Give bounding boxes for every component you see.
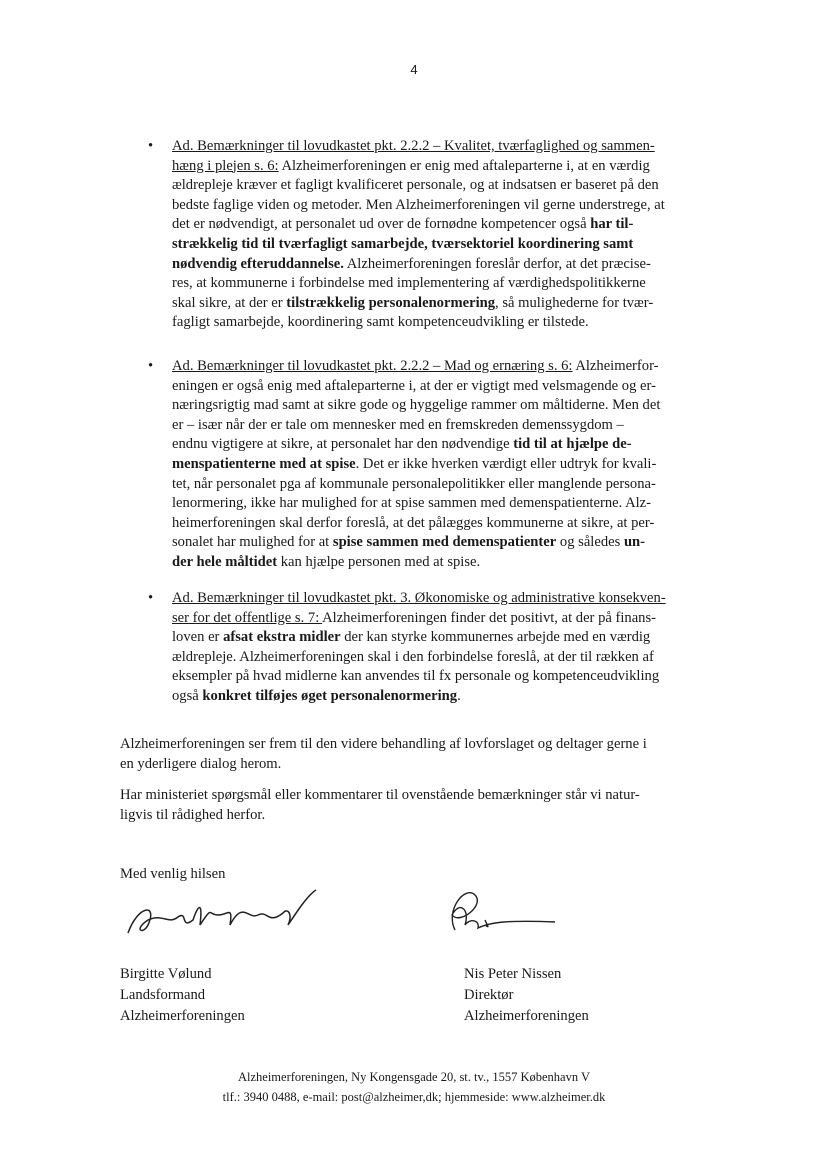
section-heading-text: Ad. Bemærkninger til lovudkastet pkt. 3. Økonomiske og administrative konsekven- — [172, 590, 666, 606]
bold-text: tid til at hjælpe de- — [513, 436, 632, 453]
signature-nis-peter-nissen — [440, 880, 560, 940]
text-line — [172, 609, 666, 629]
section-heading-text: ser for det offentlige s. 7: — [172, 609, 323, 626]
text-span: loven er — [172, 629, 224, 646]
text-span: skal sikre, at der er — [172, 294, 287, 311]
text-line — [172, 137, 665, 157]
text-span: Alzheimerforeningen finder det positivt, at der på finans- — [322, 609, 657, 626]
text-line — [172, 313, 665, 333]
text-span: Alzheimerforeningen er enig med aftaleparterne i, at en værdig — [278, 157, 650, 174]
text-line — [172, 514, 660, 534]
text-span: er – især når der er tale om mennesker med en fremskreden demenssygdom – — [172, 416, 624, 433]
text-span: Alzheimerforeningen foreslår derfor, at det præcise- — [343, 255, 651, 272]
section-heading-text: Ad. Bemærkninger til lovudkastet pkt. 2.2.2 – Kvalitet, tværfaglighed og sammen- — [172, 138, 655, 154]
text-line — [172, 176, 665, 196]
text-span: sonalet har mulighed for at — [172, 534, 333, 551]
bold-text: strækkelig tid til tværfagligt samarbejde, tværsektoriel koordinering samt — [172, 235, 634, 252]
text-span: heimerforeningen skal derfor foreslå, at det pålægges kommunerne at sikre, at per- — [172, 514, 655, 531]
text-span: . Det er ikke hverken værdigt eller udtryk for kvali- — [355, 455, 657, 472]
signatory-org: Alzheimerforeningen — [120, 1008, 245, 1024]
bullet-icon: • — [148, 358, 154, 374]
text-line — [172, 494, 660, 514]
text-line — [172, 294, 665, 314]
text-span: der kan styrke kommunernes arbejde med en værdig — [340, 629, 651, 646]
greeting: Med venlig hilsen — [120, 866, 226, 882]
bold-text: tilstrækkelig personalenormering — [286, 294, 496, 311]
signatory-name: Birgitte Vølund — [120, 966, 212, 982]
closing-paragraph-dialog — [120, 735, 647, 774]
text-line — [120, 786, 640, 806]
bold-text: nødvendig efteruddannelse. — [172, 255, 344, 272]
signatory-name: Nis Peter Nissen — [464, 966, 562, 982]
text-span: Har ministeriet spørgsmål eller kommentarer til ovenstående bemærkninger står vi natur- — [120, 787, 640, 803]
signature-birgitte-volund — [118, 885, 318, 945]
text-span: , så mulighederne for tvær- — [495, 294, 654, 311]
text-span: fagligt samarbejde, koordinering samt kompetenceudvikling er tilstede. — [172, 314, 589, 331]
footer-address: Alzheimerforeningen, Ny Kongensgade 20, st. tv., 1557 København V — [237, 1070, 590, 1084]
bold-text: der hele måltidet — [172, 553, 278, 570]
footer — [0, 1067, 828, 1107]
text-line — [172, 435, 660, 455]
signatory-title: Direktør — [464, 987, 514, 1003]
text-span: Alzheimerforeningen ser frem til den videre behandling af lovforslaget og deltager gerne i — [120, 736, 647, 752]
signatory-left — [120, 964, 245, 1027]
bold-text: afsat ekstra midler — [223, 629, 341, 646]
text-line — [172, 628, 666, 648]
text-line — [172, 416, 660, 436]
bullet-icon: • — [148, 138, 154, 154]
bold-text: har til- — [590, 216, 634, 233]
text-line — [172, 357, 660, 377]
text-line — [172, 533, 660, 553]
text-line — [120, 806, 640, 826]
page-number: 4 — [410, 62, 418, 77]
text-span: det er nødvendigt, at personalet ud over de fornødne kompetencer også — [172, 216, 591, 233]
text-line — [172, 396, 660, 416]
bullet-icon: • — [148, 590, 154, 606]
text-span: og således — [556, 534, 624, 551]
text-span: eningen er også enig med aftaleparterne i, at der er vigtigt med velsmagende og er- — [172, 377, 656, 394]
section-heading-text: hæng i plejen s. 6: — [172, 157, 279, 174]
text-line — [120, 755, 647, 775]
text-span: eksempler på hvad midlerne kan anvendes til fx personale og kompetenceudvikling — [172, 668, 660, 685]
text-line — [172, 215, 665, 235]
text-line — [120, 735, 647, 755]
text-line — [172, 196, 665, 216]
text-span: kan hjælpe personen med at spise. — [277, 553, 481, 570]
footer-contact: tlf.: 3940 0488, e-mail: post@alzheimer,dk; hjemmeside: www.alzheimer.dk — [222, 1090, 606, 1104]
text-line — [172, 667, 666, 687]
bullet-paragraph-food — [148, 357, 661, 573]
text-span: en yderligere dialog herom. — [120, 755, 282, 772]
text-span: bedste faglige viden og metoder. Men Alzheimerforeningen vil gerne understrege, at — [172, 196, 665, 213]
section-heading-text: Ad. Bemærkninger til lovudkastet pkt. 2.2.2 – Mad og ernæring s. 6: — [172, 358, 573, 374]
text-span: endnu vigtigere at sikre, at personalet har den nødvendige — [172, 436, 514, 453]
signatory-org: Alzheimerforeningen — [464, 1008, 589, 1024]
text-span: også — [172, 687, 203, 704]
text-line — [172, 475, 660, 495]
text-span: lenormering, ikke har mulighed for at spise sammen med demenspatienterne. Alz- — [172, 495, 652, 512]
text-span: tet, når personalet pga af kommunale personalepolitikker eller manglende persona- — [172, 475, 656, 492]
signatory-title: Landsformand — [120, 987, 206, 1003]
text-span: res, at kommunerne i forbindelse med implementering af værdighedspolitikkerne — [172, 275, 646, 292]
bullet-paragraph-quality — [148, 137, 665, 333]
text-span: ligvis til rådighed herfor. — [120, 806, 266, 823]
text-line — [172, 255, 665, 275]
text-line — [172, 589, 666, 609]
closing-paragraph-questions — [120, 786, 640, 825]
bold-text: menspatienterne med at spise — [172, 455, 356, 472]
bold-text: un- — [623, 534, 646, 551]
text-span: næringsrigtig mad samt at sikre gode og hyggelige rammer om måltiderne. Men det — [172, 397, 661, 414]
signatory-right — [464, 964, 589, 1027]
bold-text: konkret tilføjes øget personalenormering — [202, 687, 458, 704]
text-line — [172, 687, 666, 707]
text-line — [172, 377, 660, 397]
text-span: . — [457, 687, 461, 704]
text-line — [172, 553, 660, 573]
text-line — [172, 235, 665, 255]
text-span: ældrepleje. Alzheimerforeningen skal i den forbindelse foreslå, at der til rækken af — [172, 648, 654, 665]
text-line — [172, 648, 666, 668]
text-span: Alzheimerfor- — [572, 358, 659, 374]
bold-text: spise sammen med demenspatienter — [332, 534, 557, 551]
text-line — [172, 157, 665, 177]
text-line — [172, 455, 660, 475]
text-line — [172, 274, 665, 294]
bullet-paragraph-economy — [148, 589, 666, 707]
text-span: ældrepleje kræver et fagligt kvalificeret personale, og at indsatsen er baseret på den — [172, 177, 659, 194]
